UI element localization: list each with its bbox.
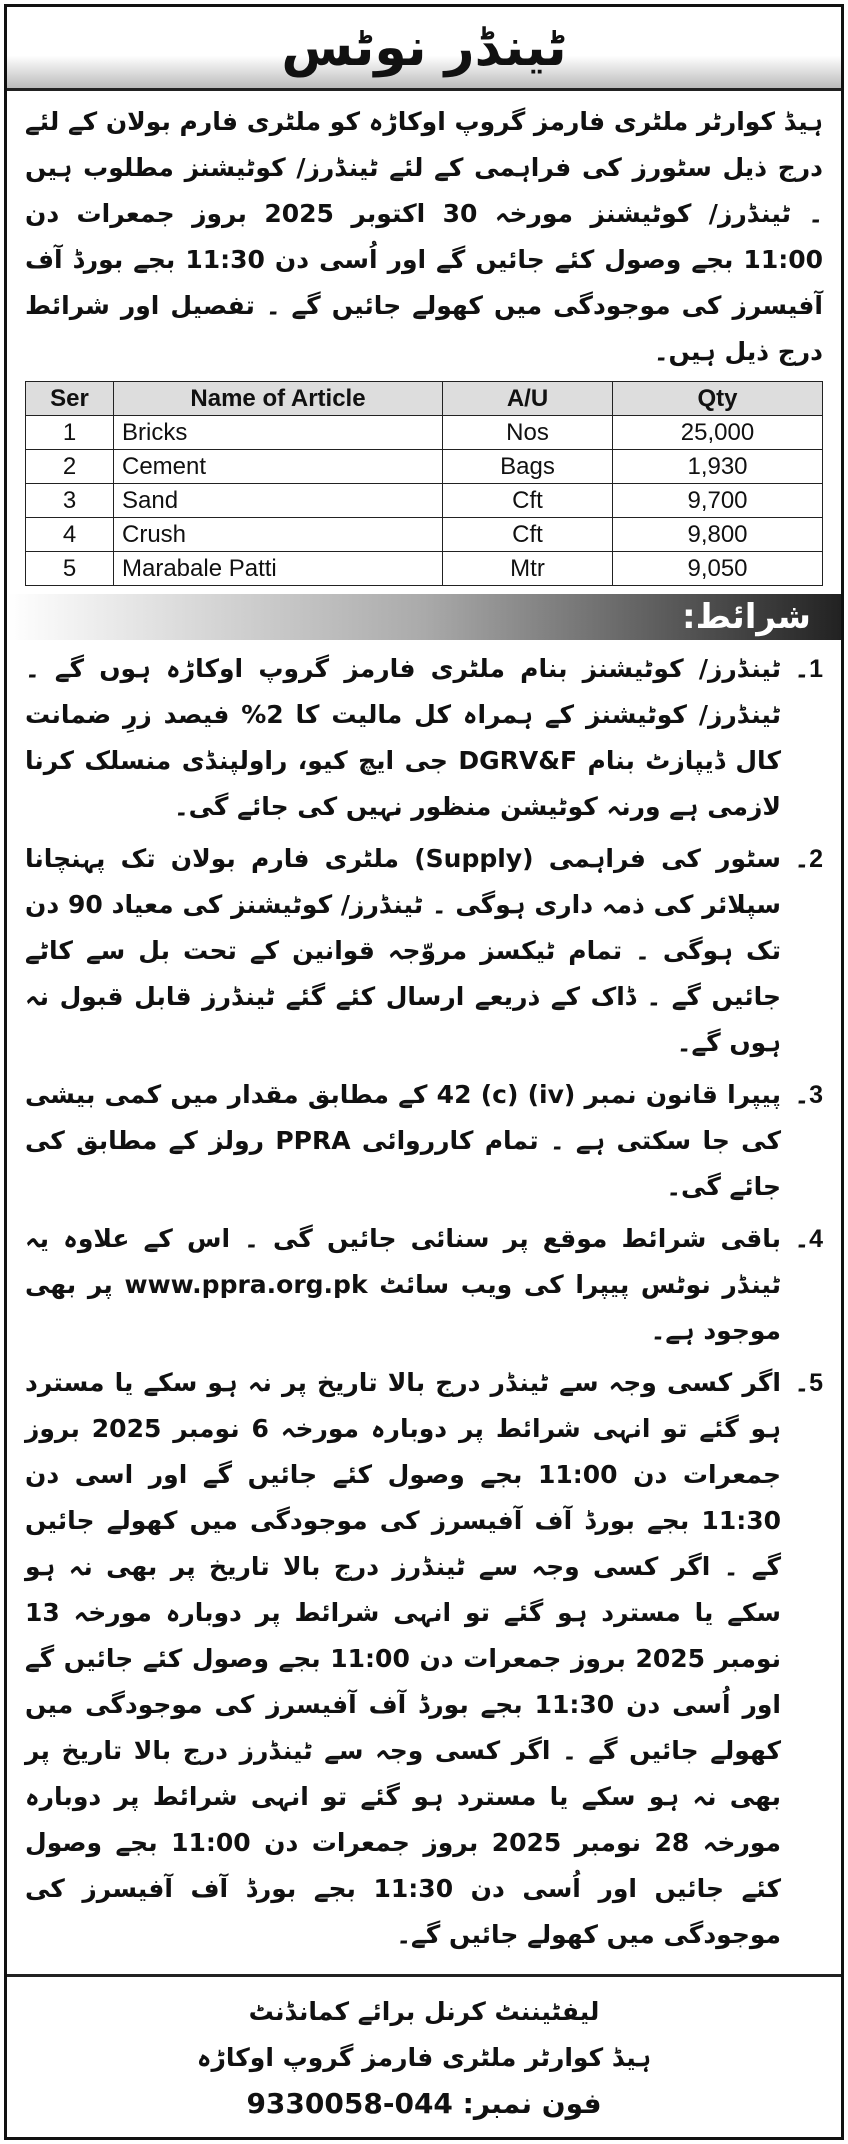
table-row bbox=[26, 416, 823, 450]
table-row bbox=[26, 518, 823, 552]
table-header-row bbox=[26, 382, 823, 416]
condition-number: 3۔ bbox=[794, 1081, 823, 1109]
tender-notice bbox=[4, 4, 844, 2140]
header-qty: Qty bbox=[613, 382, 823, 416]
table-row bbox=[26, 450, 823, 484]
condition-number: 2۔ bbox=[794, 845, 823, 873]
cell-qty: 9,050 bbox=[613, 552, 823, 586]
notice-title: ٹینڈر نوٹس bbox=[281, 17, 567, 78]
title-bar bbox=[7, 7, 841, 91]
signatory: لیفٹیننٹ کرنل برائے کمانڈنٹ bbox=[248, 1997, 600, 2026]
table-row bbox=[26, 484, 823, 518]
conditions-list bbox=[7, 646, 841, 1964]
cell-au: Bags bbox=[443, 450, 613, 484]
condition-item bbox=[25, 1360, 823, 1958]
cell-article: Cement bbox=[114, 450, 443, 484]
cell-ser: 3 bbox=[26, 484, 114, 518]
cell-ser: 2 bbox=[26, 450, 114, 484]
condition-item bbox=[25, 646, 823, 830]
header-au: A/U bbox=[443, 382, 613, 416]
cell-au: Nos bbox=[443, 416, 613, 450]
condition-text: باقی شرائط موقع پر سنائی جائیں گی ۔ اس کے علاوہ یہ ٹینڈر نوٹس پیپرا کی ویب سائٹ www.ppra.org.pk پر بھی موجود ہے۔ bbox=[25, 1224, 782, 1345]
cell-qty: 9,800 bbox=[613, 518, 823, 552]
office-name: ہیڈ کوارٹر ملٹری فارمز گروپ اوکاڑہ bbox=[196, 2043, 652, 2072]
cell-ser: 4 bbox=[26, 518, 114, 552]
condition-number: 1۔ bbox=[794, 655, 823, 683]
phone-number: فون نمبر: 044-9330058 bbox=[246, 2087, 602, 2120]
condition-number: 4۔ bbox=[794, 1225, 823, 1253]
header-article: Name of Article bbox=[114, 382, 443, 416]
footer bbox=[7, 1974, 841, 2137]
cell-qty: 25,000 bbox=[613, 416, 823, 450]
cell-au: Cft bbox=[443, 484, 613, 518]
condition-item bbox=[25, 1216, 823, 1354]
cell-au: Mtr bbox=[443, 552, 613, 586]
condition-text: اگر کسی وجہ سے ٹینڈر درج بالا تاریخ پر نہ ہو سکے یا مسترد ہو گئے تو انہی شرائط پر دوبارہ مورخہ 6 نومبر 2025 بروز جمعرات دن 11:00 بجے وصول کئے جائیں گے اور اسی دن 11:30 بجے بورڈ آف آفیسرز کی موجودگی میں کھولے جائیں گے ۔ اگر کسی وجہ سے ٹینڈرز درج بالا تاریخ پر بھی نہ ہو سکے یا مسترد ہو گئے تو انہی شرائط پر دوبارہ مورخہ 13 نومبر 2025 بروز جمعرات دن 11:00 بجے وصول کئے جائیں گے اور اُسی دن 11:30 بجے بورڈ آف آفیسرز کی موجودگی میں کھولے جائیں گے ۔ اگر کسی وجہ سے ٹینڈرز درج بالا تاریخ پر بھی نہ ہو سکے یا مسترد ہو گئے تو انہی شرائط پر دوبارہ مورخہ 28 نومبر 2025 بروز جمعرات دن 11:00 بجے وصول کئے جائیں اور اُسی دن 11:30 بجے بورڈ آف آفیسرز کی موجودگی میں کھولے جائیں گے۔ bbox=[25, 1368, 781, 1949]
intro-paragraph: ہیڈ کوارٹر ملٹری فارمز گروپ اوکاڑہ کو ملٹری فارم بولان کے لئے درج ذیل سٹورز کی فراہمی کے لئے ٹینڈرز/ کوٹیشنز مطلوب ہیں ۔ ٹینڈرز/ کوٹیشنز مورخہ 30 اکتوبر 2025 بروز جمعرات دن 11:00 بجے وصول کئے جائیں گے اور اُسی دن 11:30 بجے بورڈ آف آفیسرز کی موجودگی میں کھولے جائیں گے ۔ تفصیل اور شرائط درج ذیل ہیں۔ bbox=[25, 107, 824, 366]
condition-text: سٹور کی فراہمی (Supply) ملٹری فارم بولان تک پہنچانا سپلائر کی ذمہ داری ہوگی ۔ ٹینڈرز/ کوٹیشنز کی معیاد 90 دن تک ہوگی ۔ تمام ٹیکسز مروّجہ قوانین کے تحت بل سے کاٹے جائیں گے ۔ ڈاک کے ذریعے ارسال کئے گئے ٹینڈرز قابل قبول نہ ہوں گے۔ bbox=[25, 844, 782, 1057]
cell-article: Marabale Patti bbox=[114, 552, 443, 586]
cell-article: Crush bbox=[114, 518, 443, 552]
cell-au: Cft bbox=[443, 518, 613, 552]
table-row bbox=[26, 552, 823, 586]
conditions-title: شرائط: bbox=[681, 597, 811, 637]
cell-article: Bricks bbox=[114, 416, 443, 450]
cell-ser: 5 bbox=[26, 552, 114, 586]
condition-text: ٹینڈرز/ کوٹیشنز بنام ملٹری فارمز گروپ اوکاڑہ ہوں گے ۔ ٹینڈرز/ کوٹیشنز کے ہمراہ کل مالیت کا 2% فیصد زرِ ضمانت کال ڈیپازٹ بنام DGRV&F جی ایچ کیو، راولپنڈی منسلک کرنا لازمی ہے ورنہ کوٹیشن منظور نہیں کی جائے گی۔ bbox=[25, 654, 781, 821]
condition-item bbox=[25, 1072, 823, 1210]
condition-item bbox=[25, 836, 823, 1066]
condition-number: 5۔ bbox=[794, 1369, 823, 1397]
condition-text: پیپرا قانون نمبر (iv) (c) 42 کے مطابق مقدار میں کمی بیشی کی جا سکتی ہے ۔ تمام کارروائی PPRA رولز کے مطابق کی جائے گی۔ bbox=[25, 1080, 781, 1201]
cell-qty: 1,930 bbox=[613, 450, 823, 484]
articles-table bbox=[25, 381, 823, 586]
cell-ser: 1 bbox=[26, 416, 114, 450]
conditions-header bbox=[7, 594, 841, 640]
cell-qty: 9,700 bbox=[613, 484, 823, 518]
header-ser: Ser bbox=[26, 382, 114, 416]
cell-article: Sand bbox=[114, 484, 443, 518]
